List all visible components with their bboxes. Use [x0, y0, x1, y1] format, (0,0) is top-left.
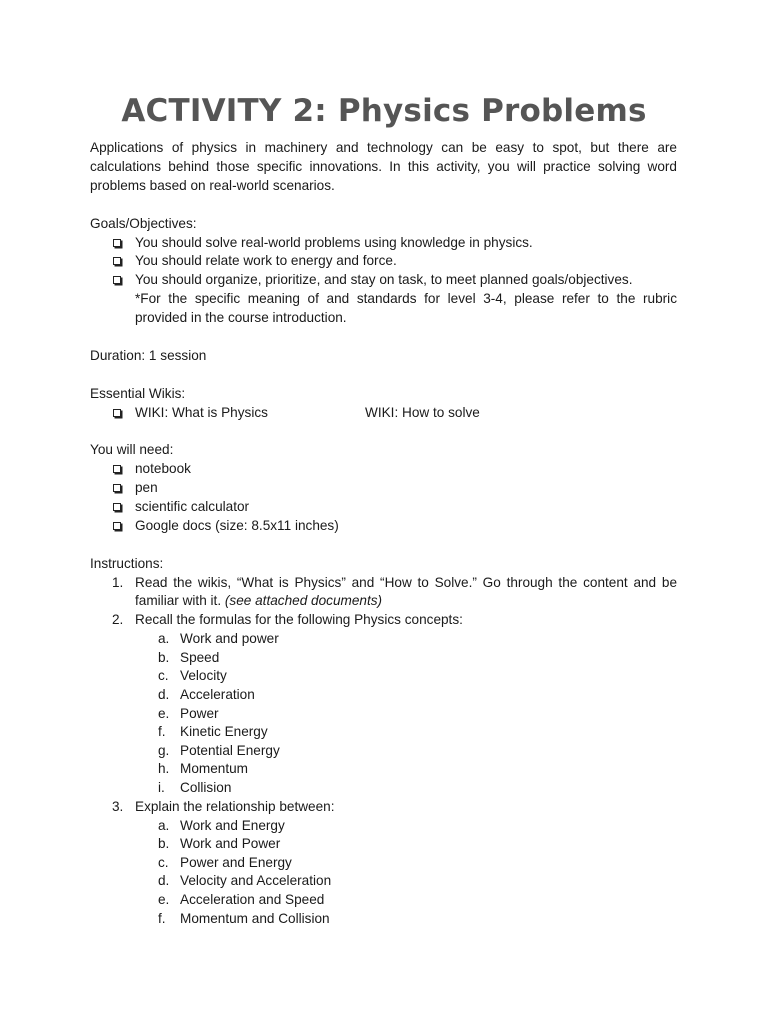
goals-section: [90, 215, 677, 328]
need-item: scientific calculator: [90, 498, 677, 517]
list-item: b. Work and Power: [158, 836, 281, 852]
step-number: 3.: [112, 798, 124, 814]
wikis-section: [90, 385, 677, 423]
goal-item: You should relate work to energy and force.: [90, 252, 677, 271]
intro-paragraph: Applications of physics in machinery and technology can be easy to spot, but there are calculations behind those specific innovations. In this activity, you will practice solving word problems based on real-world scenarios.: [90, 140, 677, 193]
step-3-sublist: [90, 817, 677, 929]
step-number: 1.: [112, 574, 124, 590]
list-item: b. Speed: [158, 649, 220, 665]
checkbox-icon: [113, 484, 121, 492]
list-item: h. Momentum: [158, 761, 248, 777]
need-item: Google docs (size: 8.5x11 inches): [90, 517, 677, 536]
list-item: d. Velocity and Acceleration: [158, 873, 332, 889]
goals-heading: Goals/Objectives:: [90, 215, 197, 231]
list-item: c. Velocity: [158, 668, 227, 684]
document-body: [90, 139, 677, 928]
goal-item: You should solve real-world problems using knowledge in physics.: [90, 234, 677, 253]
page-title: ACTIVITY 2: Physics Problems: [121, 93, 647, 129]
wiki-item: [90, 404, 677, 423]
checkbox-icon: [113, 522, 121, 530]
instructions-section: [90, 555, 677, 928]
list-item: d. Acceleration: [158, 687, 255, 703]
list-item: e. Power: [158, 705, 219, 721]
checkbox-icon: [113, 409, 121, 417]
instruction-step-2: 2. Recall the formulas for the following Physics concepts:: [90, 611, 677, 630]
needs-section: [90, 441, 677, 535]
wiki-what-is-physics: WIKI: What is Physics: [135, 404, 268, 420]
list-item: f. Momentum and Collision: [158, 910, 330, 926]
checkbox-icon: [113, 239, 121, 247]
rubric-note: *For the specific meaning of and standards for level 3-4, please refer to the rubric provided in the course introduction.: [135, 291, 677, 326]
step-2-sublist: [90, 630, 677, 797]
need-item: notebook: [90, 460, 677, 479]
need-item: pen: [90, 479, 677, 498]
see-attached-note: (see attached documents): [224, 593, 383, 609]
duration-section: [90, 347, 677, 366]
instruction-step-1: 1. Read the wikis, “What is Physics” and “How to Solve.” Go through the content and be familiar with it. (see attached documents): [112, 574, 677, 609]
instruction-step-3: 3. Explain the relationship between:: [90, 798, 677, 817]
checkbox-icon: [113, 276, 121, 284]
wiki-how-to-solve: WIKI: How to solve: [365, 404, 480, 420]
goal-item: You should organize, prioritize, and stay on task, to meet planned goals/objectives.: [90, 271, 677, 290]
duration-text: Duration: 1 session: [90, 347, 207, 363]
list-item: e. Acceleration and Speed: [158, 891, 325, 907]
list-item: f. Kinetic Energy: [158, 724, 268, 740]
needs-heading: You will need:: [90, 442, 174, 458]
list-item: i. Collision: [158, 780, 232, 796]
wikis-heading: Essential Wikis:: [90, 385, 186, 401]
step-number: 2.: [112, 612, 124, 628]
checkbox-icon: [113, 465, 121, 473]
checkbox-icon: [113, 503, 121, 511]
list-item: g. Potential Energy: [158, 742, 280, 758]
checkbox-icon: [113, 257, 121, 265]
list-item: c. Power and Energy: [158, 854, 292, 870]
instructions-heading: Instructions:: [90, 555, 164, 571]
list-item: a. Work and power: [158, 631, 279, 647]
list-item: a. Work and Energy: [158, 817, 285, 833]
